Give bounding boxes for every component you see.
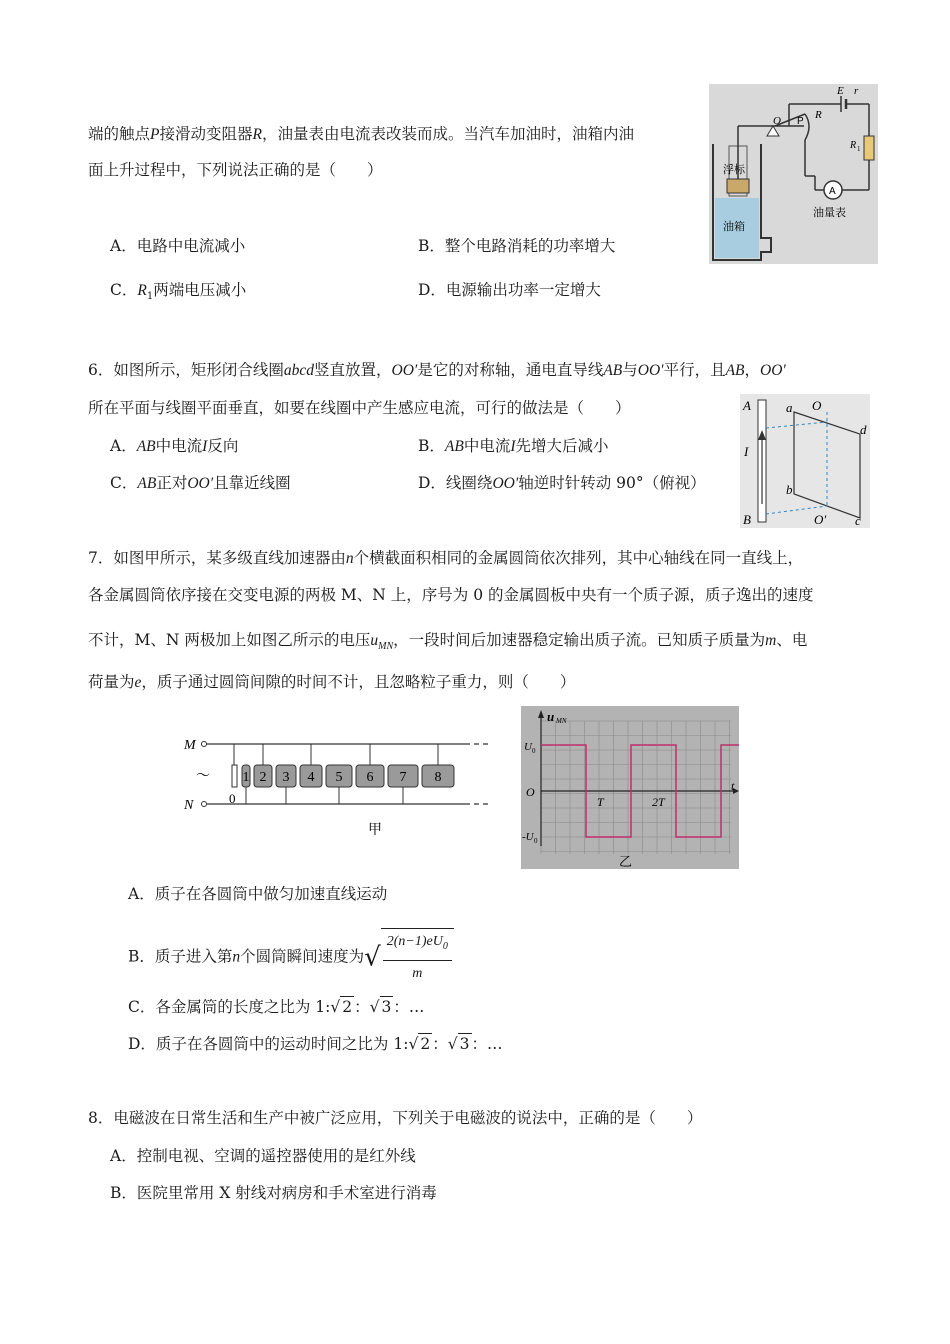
sqrt-expression: √ $\frac{2(n-1)eU_0}{m}$ [364, 928, 454, 987]
origin-label: O [526, 785, 535, 799]
label-r1: R [850, 140, 857, 151]
tick-t: T [597, 795, 604, 809]
label-tank: 油箱 [723, 220, 745, 233]
terminal-m [202, 742, 207, 747]
q7-stem-line3: 不计，M、N 两极加上如图乙所示的电压$u_{MN}$，一段时间后加速器稳定输出质子流。已知质子质量为m、电 [88, 631, 808, 653]
label-a-wire: A [743, 398, 751, 413]
label-b: b [786, 482, 793, 497]
q8-option-a: A．控制电视、空调的遥控器使用的是红外线 [110, 1147, 416, 1165]
label-o: O [773, 115, 781, 127]
q7-option-a: A．质子在各圆筒中做匀加速直线运动 [128, 885, 388, 903]
q5-option-d: D．电源输出功率一定增大 [418, 281, 601, 299]
q6-stem-line2: 所在平面与线圈平面垂直，如要在线圈中产生感应电流，可行的做法是（ ） [88, 399, 631, 417]
tube-label-3: 3 [282, 770, 290, 785]
q5-option-a: A．电路中电流减小 [110, 237, 246, 255]
label-a: a [786, 400, 793, 415]
q7-option-d: D．质子在各圆筒中的运动时间之比为 1:√ 2 ：√ 3 ：… [128, 1035, 503, 1053]
q7-voltage-chart [521, 706, 739, 869]
tubes-group [242, 744, 454, 804]
label-meter: 油量表 [813, 206, 846, 219]
q6-option-c: C．AB正对OO′且靠近线圈 [110, 474, 291, 492]
float-body [727, 179, 749, 193]
caption-yi: 乙 [619, 855, 633, 869]
resistor-r1 [864, 136, 874, 160]
q7-option-c: C．各金属筒的长度之比为 1:√ 2 ：√ 3 ：… [128, 998, 425, 1016]
q7-stem-line4: 荷量为e，质子通过圆筒间隙的时间不计，且忽略粒子重力，则（ ） [88, 673, 576, 691]
plate-0 [232, 765, 237, 787]
q5-option-c: C．$R_1$两端电压减小 [110, 281, 247, 303]
tube-label-1: 1 [242, 770, 250, 785]
q8-option-b: B．医院里常用 X 射线对病房和手术室进行消毒 [110, 1184, 437, 1202]
caption-jia: 甲 [368, 822, 382, 838]
ac-source-symbol: ～ [196, 768, 210, 784]
q5-stem-line2: 面上升过程中，下列说法正确的是（ ） [88, 161, 383, 179]
tube-label-5: 5 [335, 770, 343, 785]
label-i: I [744, 444, 749, 459]
q7-accelerator-figure [180, 730, 490, 840]
chart-background [521, 706, 739, 869]
q6-option-d: D．线圈绕OO′轴逆时针转动 90°（俯视） [418, 474, 706, 492]
label-c: c [855, 513, 861, 528]
tick-u0-sub: 0 [532, 747, 536, 755]
y-label: u [547, 709, 555, 724]
q6-option-b: B．AB中电流I先增大后减小 [418, 437, 609, 455]
label-e: E [837, 85, 844, 97]
label-d: d [860, 422, 867, 437]
q7-stem-line1: 7．如图甲所示，某多级直线加速器由n个横截面积相同的金属圆筒依次排列，其中心轴线在同一直线上， [88, 549, 804, 567]
label-r: r [854, 85, 859, 97]
q5-stem-line1: 端的触点P接滑动变阻器R，油量表由电流表改装而成。当汽车加油时，油箱内油 [88, 125, 634, 143]
tube-label-7: 7 [399, 770, 407, 785]
q6-stem-line1: 6．如图所示，矩形闭合线圈abcd竖直放置，OO′是它的对称轴，通电直导线AB与OO′平行，且AB，OO′ [88, 361, 786, 379]
label-zero: 0 [229, 791, 236, 806]
q7-option-b: B．质子进入第n个圆筒瞬间速度为√ $\frac{2(n-1)eU_0}{m}$ [128, 928, 454, 987]
label-big-r: R [815, 109, 822, 121]
tube-label-8: 8 [434, 770, 442, 785]
label-r1-sub: 1 [857, 145, 861, 153]
tube-label-2: 2 [259, 770, 267, 785]
label-b-wire: B [743, 512, 751, 527]
tube-label-6: 6 [366, 770, 374, 785]
tick-2t: 2T [652, 795, 665, 809]
q6-option-a: A．AB中电流I反向 [110, 437, 239, 455]
tick-neg-u0: -U [522, 831, 534, 843]
x-label: t [731, 779, 735, 793]
label-float: 浮标 [723, 163, 745, 176]
q7-stem-line2: 各金属圆筒依序接在交变电源的两极 M、N 上，序号为 0 的金属圆板中央有一个质子源，质子逸出的速度 [88, 586, 814, 604]
q6-coil-figure [740, 394, 870, 528]
q5-option-b: B．整个电路消耗的功率增大 [418, 237, 616, 255]
terminal-n [202, 802, 207, 807]
y-label-sub: MN [556, 717, 567, 725]
tick-neg-u0-sub: 0 [534, 837, 538, 845]
label-m: M [184, 738, 196, 753]
label-o-prime: O′ [814, 512, 827, 527]
label-o: O [812, 398, 822, 413]
tick-u0: U [524, 741, 532, 753]
label-n: N [184, 798, 194, 813]
q5-oil-tank-figure [709, 84, 878, 264]
q8-stem: 8．电磁波在日常生活和生产中被广泛应用，下列关于电磁波的说法中，正确的是（ ） [88, 1109, 703, 1127]
tube-label-4: 4 [307, 770, 315, 785]
label-p: P [797, 116, 804, 127]
ammeter-label: A [829, 186, 836, 197]
